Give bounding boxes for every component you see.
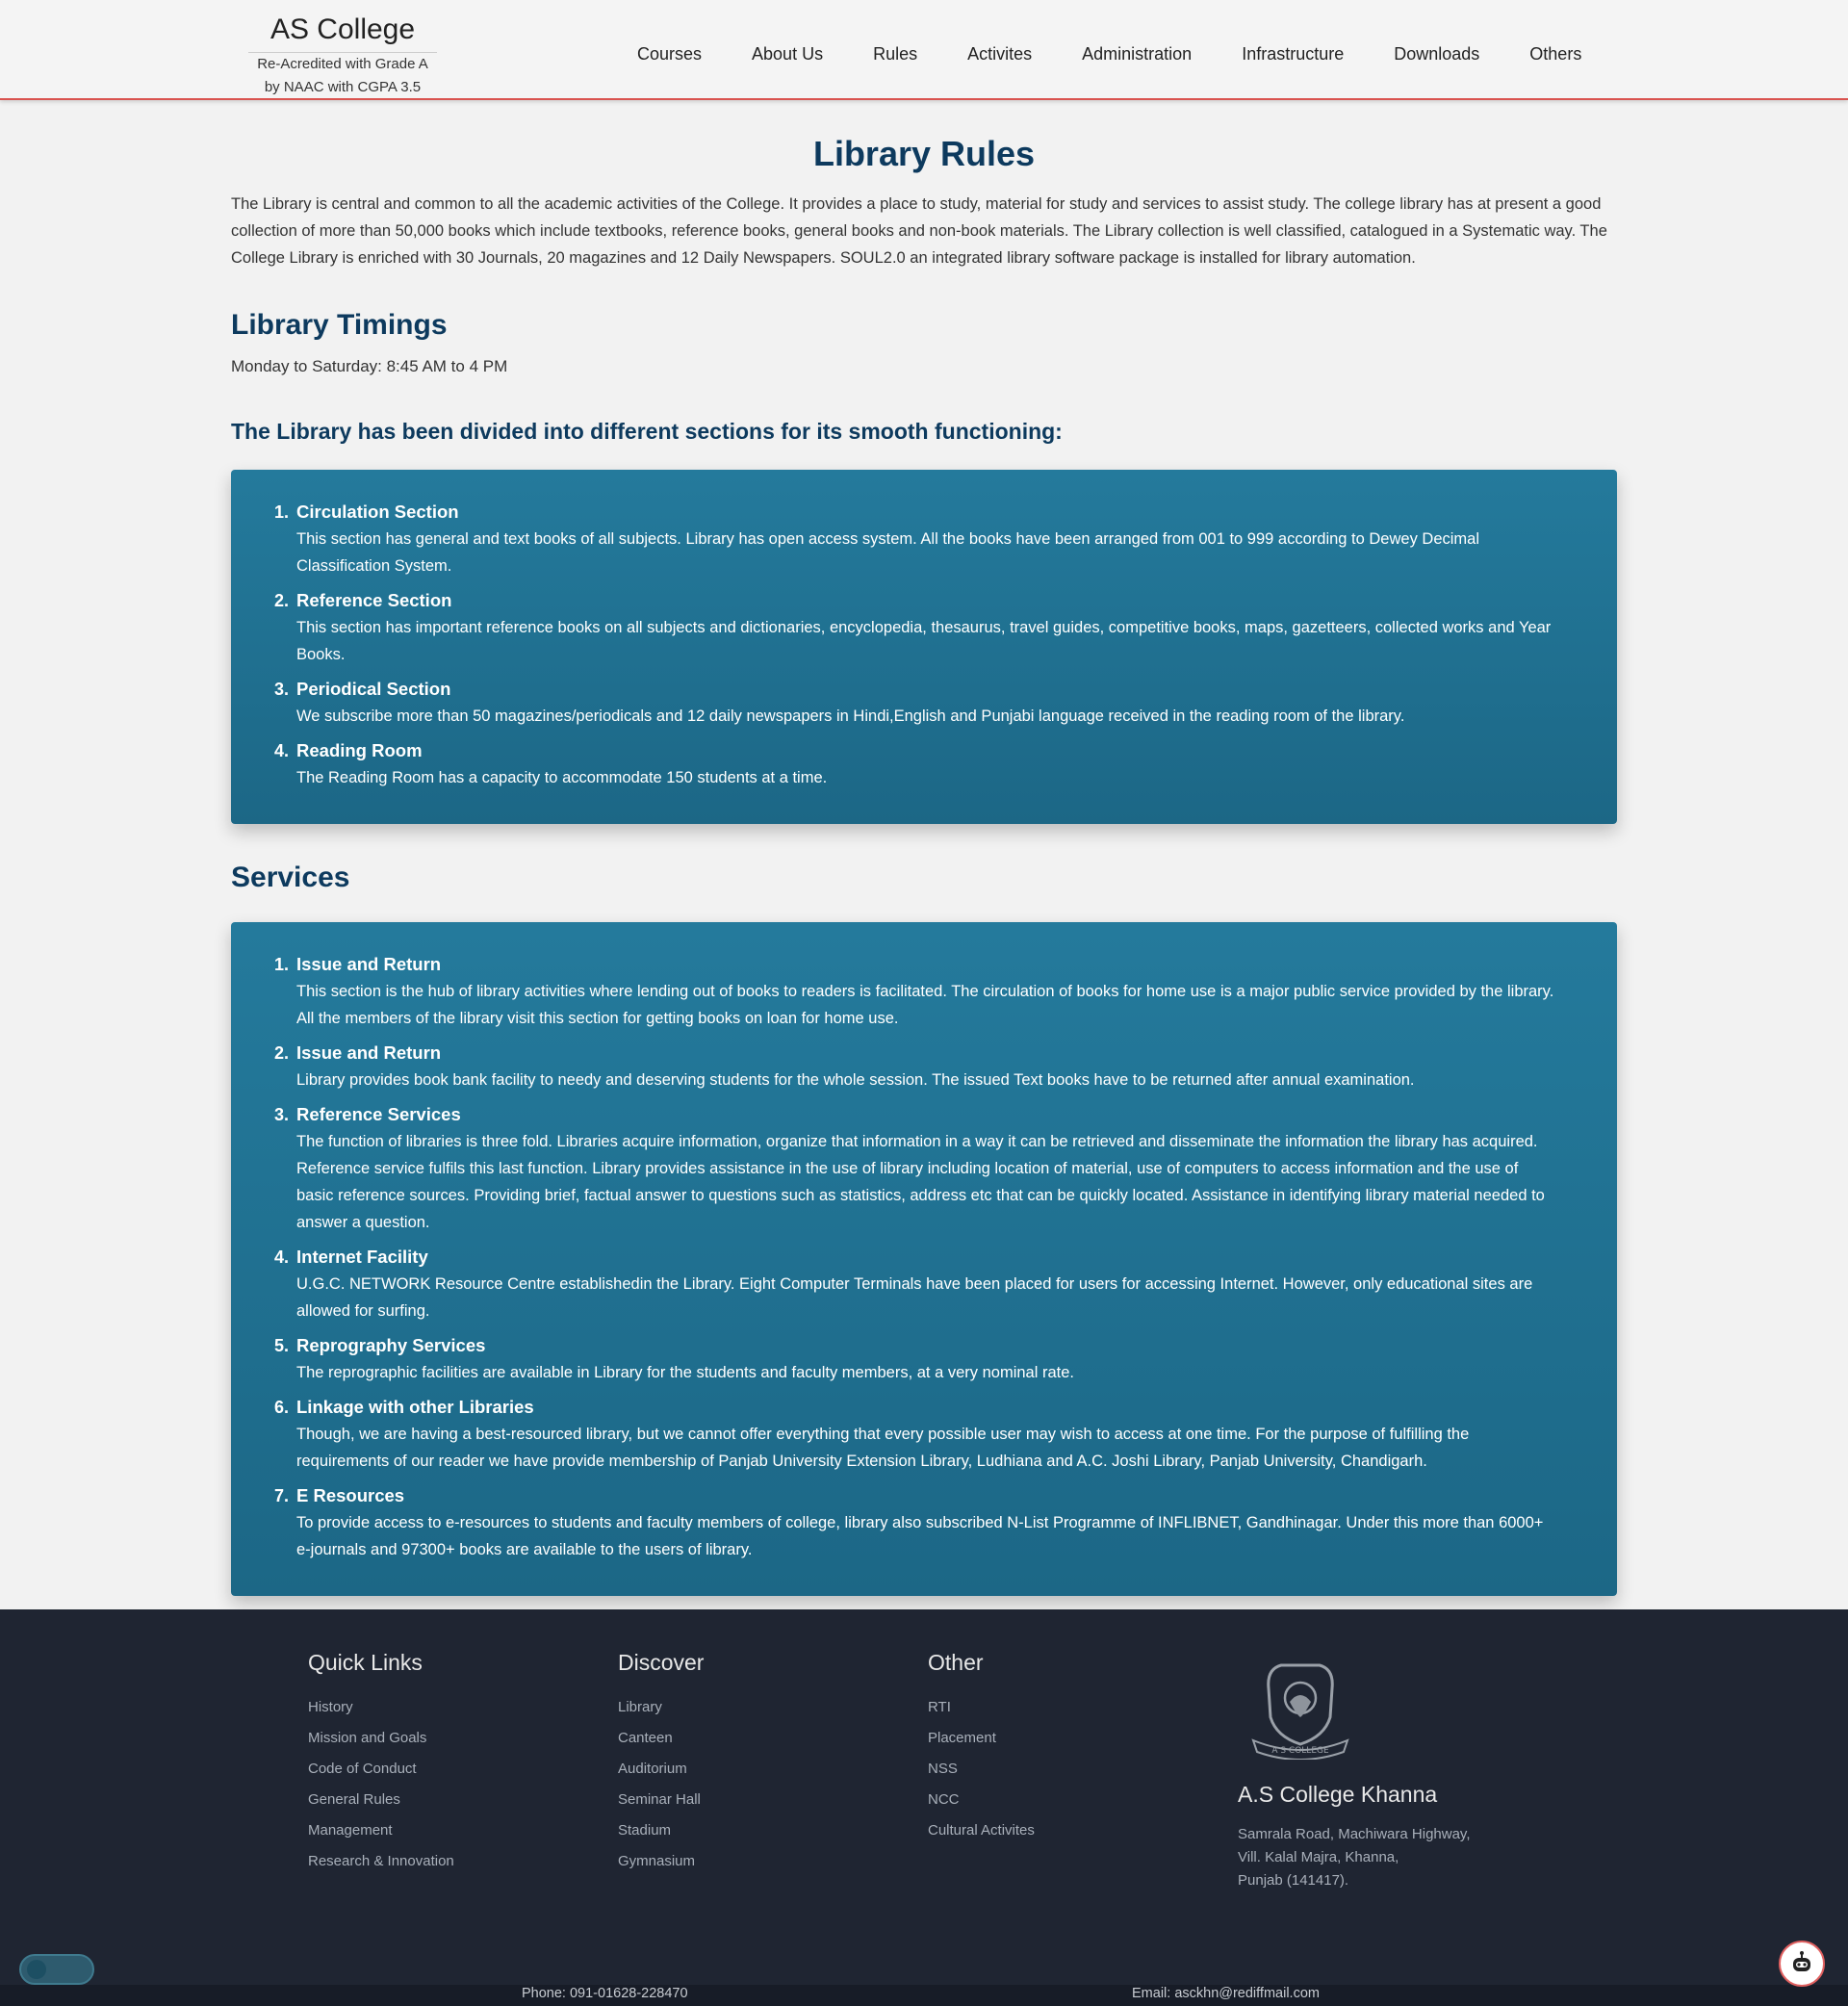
item-title: Reference Services: [296, 1104, 461, 1124]
item-number: 5.: [273, 1336, 289, 1355]
footer-link-gymnasium[interactable]: Gymnasium: [618, 1853, 696, 1869]
item-description: The Reading Room has a capacity to accommodate 150 students at a time.: [296, 769, 828, 786]
college-address: [1238, 1823, 1471, 1892]
footer-heading-other: Other: [928, 1650, 984, 1675]
address-line: Vill. Kalal Majra, Khanna,: [1238, 1849, 1399, 1865]
footer-link-stadium[interactable]: Stadium: [618, 1822, 672, 1839]
sections-box: [231, 470, 1617, 824]
list-item: [270, 1394, 1559, 1475]
sections-list: [270, 499, 1559, 791]
nav-activites[interactable]: Activites: [967, 44, 1033, 64]
address-line: Punjab (141417).: [1238, 1872, 1349, 1889]
chatbot-button[interactable]: [1779, 1941, 1825, 1987]
list-item: [270, 1101, 1559, 1236]
college-name: A.S College Khanna: [1238, 1782, 1438, 1807]
contact-bar: [0, 1985, 1848, 2006]
footer-link-rti[interactable]: RTI: [928, 1699, 951, 1715]
site-footer: [0, 1609, 1848, 1985]
page-title: Library Rules: [812, 134, 1036, 173]
item-number: 2.: [273, 1043, 289, 1063]
contact-phone[interactable]: Phone: 091-01628-228470: [522, 1986, 688, 2001]
footer-link-history[interactable]: History: [308, 1699, 353, 1715]
footer-other: [928, 1648, 1035, 1846]
toggle-knob-icon: [27, 1960, 46, 1979]
footer-link-cultural[interactable]: Cultural Activites: [928, 1822, 1035, 1839]
brand-name: AS College: [248, 10, 437, 53]
footer-link-management[interactable]: Management: [308, 1822, 393, 1839]
item-title: Circulation Section: [296, 502, 459, 522]
services-heading: Services: [231, 862, 350, 893]
footer-link-nss[interactable]: NSS: [928, 1761, 958, 1777]
item-description: Library provides book bank facility to needy and deserving students for the whole session. The issued Text books have to be returned after annual examination.: [296, 1071, 1415, 1089]
item-description: The reprographic facilities are available in Library for the students and faculty members, at a very nominal rate.: [296, 1364, 1074, 1381]
list-item: [270, 1332, 1559, 1386]
nav-downloads[interactable]: Downloads: [1394, 44, 1480, 64]
footer-heading-quick-links: Quick Links: [308, 1650, 423, 1675]
nav-others[interactable]: Others: [1529, 44, 1582, 64]
item-description: This section is the hub of library activities where lending out of books to readers is facilitated. The circulation of books for home use is a major public service provided by the library. All the members of the library visit this section for getting books on loan for home use.: [296, 983, 1554, 1027]
item-description: Though, we are having a best-resourced library, but we cannot offer everything that every possible user may wish to access at one time. For the purpose of fulfilling the requirements of our reader we have provide membership of Panjab University Extension Library, Ludhiana and A.C. Joshi Library, Panjab University, Chandigarh.: [296, 1426, 1470, 1470]
footer-link-general-rules[interactable]: General Rules: [308, 1791, 400, 1808]
item-description: This section has general and text books of all subjects. Library has open access system. All the books have been arranged from 001 to 999 according to Dewey Decimal Classification System.: [296, 530, 1480, 575]
site-header: [0, 0, 1848, 100]
item-description: The function of libraries is three fold. Libraries acquire information, organize that information in a way it can be retrieved and disseminate the information the library has acquired. Reference service fulfils this last function. Library provides assistance in the use of library including location of material, use of computers to access information and the use of basic reference sources. Providing brief, factual answer to questions such as statistics, address etc that can be quickly located. Assistance in identifying library material needed to answer a question.: [296, 1133, 1545, 1231]
footer-heading-discover: Discover: [618, 1650, 705, 1675]
timings-heading: Library Timings: [231, 309, 448, 341]
item-description: U.G.C. NETWORK Resource Centre establishedin the Library. Eight Computer Terminals have been placed for users for accessing Internet. However, only educational sites are allowed for surfing.: [296, 1275, 1533, 1320]
item-title: Issue and Return: [296, 1042, 442, 1063]
list-item: [270, 1244, 1559, 1324]
nav-administration[interactable]: Administration: [1082, 44, 1193, 64]
nav-infrastructure[interactable]: Infrastructure: [1242, 44, 1345, 64]
item-title: Reading Room: [296, 740, 423, 760]
item-description: This section has important reference books on all subjects and dictionaries, encyclopedia, thesaurus, travel guides, competitive books, maps, gazetteers, collected works and Year Books.: [296, 619, 1552, 663]
footer-link-ncc[interactable]: NCC: [928, 1791, 960, 1808]
brand[interactable]: [248, 10, 437, 99]
college-logo: [1247, 1659, 1353, 1760]
footer-link-library[interactable]: Library: [618, 1699, 662, 1715]
item-number: 4.: [273, 1247, 289, 1267]
brand-subtitle-line2: by NAAC with CGPA 3.5: [264, 79, 422, 95]
brand-subtitle-line1: Re-Acredited with Grade A: [257, 56, 428, 72]
services-box: [231, 922, 1617, 1596]
item-number: 1.: [273, 955, 289, 974]
services-list: [270, 951, 1559, 1563]
nav-rules[interactable]: Rules: [873, 44, 918, 64]
footer-link-research[interactable]: Research & Innovation: [308, 1853, 454, 1869]
list-item: [270, 1482, 1559, 1563]
list-item: [270, 676, 1559, 730]
footer-link-mission-goals[interactable]: Mission and Goals: [308, 1730, 427, 1746]
footer-discover: [618, 1648, 704, 1877]
college-logo-lettering: A S COLLEGE: [1271, 1746, 1329, 1756]
footer-link-code-of-conduct[interactable]: Code of Conduct: [308, 1761, 417, 1777]
nav-courses[interactable]: Courses: [637, 44, 703, 64]
item-title: E Resources: [296, 1485, 405, 1505]
item-number: 2.: [273, 591, 289, 610]
item-description: We subscribe more than 50 magazines/periodicals and 12 daily newspapers in Hindi,English and Punjabi language received in the reading room of the library.: [296, 707, 1405, 725]
item-title: Internet Facility: [296, 1247, 428, 1267]
main-nav: [612, 37, 1606, 72]
footer-link-seminar-hall[interactable]: Seminar Hall: [618, 1791, 701, 1808]
list-item: [270, 1040, 1559, 1093]
item-title: Reprography Services: [296, 1335, 486, 1355]
item-number: 6.: [273, 1398, 289, 1417]
item-number: 1.: [273, 502, 289, 522]
list-item: [270, 737, 1559, 791]
main-content: [231, 100, 1617, 1596]
item-title: Linkage with other Libraries: [296, 1397, 534, 1417]
item-title: Issue and Return: [296, 954, 442, 974]
list-item: [270, 587, 1559, 668]
address-line: Samrala Road, Machiwara Highway,: [1238, 1826, 1471, 1842]
footer-link-canteen[interactable]: Canteen: [618, 1730, 673, 1746]
item-number: 3.: [273, 1105, 289, 1124]
timings-text: Monday to Saturday: 8:45 AM to 4 PM: [231, 357, 508, 375]
robot-icon: [1788, 1950, 1815, 1977]
list-item: [270, 499, 1559, 579]
sections-heading: The Library has been divided into different sections for its smooth functioning:: [231, 419, 1063, 444]
item-description: To provide access to e-resources to students and faculty members of college, library also subscribed N-List Programme of INFLIBNET, Gandhinagar. Under this more than 6000+ e-journals and 97300+ books are available to the users of library.: [296, 1514, 1544, 1558]
item-number: 4.: [273, 741, 289, 760]
item-title: Reference Section: [296, 590, 452, 610]
nav-about-us[interactable]: About Us: [752, 44, 824, 64]
footer-quick-links: [308, 1648, 454, 1877]
contact-email[interactable]: Email: asckhn@rediffmail.com: [1132, 1986, 1320, 2001]
item-title: Periodical Section: [296, 679, 451, 699]
footer-link-placement[interactable]: Placement: [928, 1730, 996, 1746]
footer-link-auditorium[interactable]: Auditorium: [618, 1761, 687, 1777]
list-item: [270, 951, 1559, 1032]
intro-paragraph: The Library is central and common to all the academic activities of the College. It provides a place to study, material for study and services to assist study. The college library has at present a good collection of more than 50,000 books which include textbooks, reference books, general books and non-book materials. The Library collection is well classified, catalogued in a Systematic way. The College Library is enriched with 30 Journals, 20 magazines and 12 Daily Newspapers. SOUL2.0 an integrated library software package is installed for library automation.: [231, 195, 1607, 267]
item-number: 7.: [273, 1486, 289, 1505]
theme-toggle[interactable]: [19, 1954, 94, 1985]
item-number: 3.: [273, 680, 289, 699]
